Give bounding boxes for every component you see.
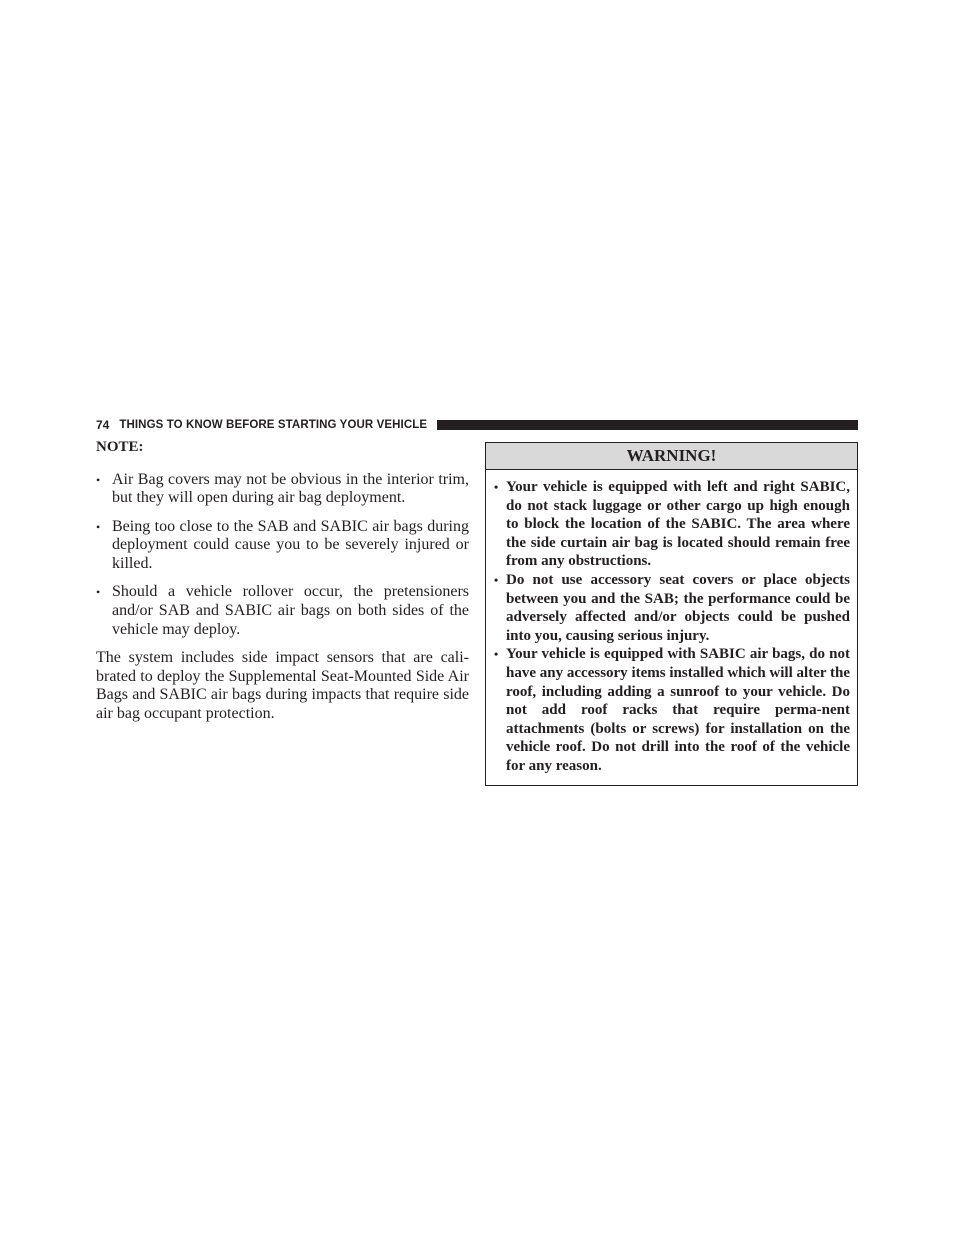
note-label: NOTE: bbox=[96, 439, 144, 455]
warning-item bbox=[494, 571, 850, 645]
warning-title: WARNING! bbox=[486, 443, 857, 470]
note-bullet-text: Being too close to the SAB and SABIC air bags during deployment could cause you to be severely injured or killed. bbox=[112, 517, 469, 573]
bullet-icon: • bbox=[96, 585, 101, 600]
warning-list bbox=[486, 470, 857, 776]
warning-item-text: Your vehicle is equipped with left and right SABIC, do not stack luggage or other cargo up high enough to block the location of the SABIC. The area where the side curtain air bag is located should remain free from any obstructions. bbox=[506, 479, 850, 570]
body-paragraph: The system includes side impact sensors that are cali-brated to deploy the Supplemental Seat-Mounted Side Air Bags and SABIC air bags during impacts that require side air bag occupant protection. bbox=[96, 648, 469, 722]
note-bullet-text: Air Bag covers may not be obvious in the interior trim, but they will open during air bag deployment. bbox=[112, 470, 469, 507]
bullet-icon: • bbox=[96, 472, 101, 487]
header-rule bbox=[437, 420, 858, 430]
warning-item bbox=[494, 478, 850, 571]
note-bullet-list bbox=[96, 471, 469, 640]
bullet-icon: • bbox=[494, 572, 499, 587]
note-bullet-item bbox=[96, 518, 469, 574]
page-number: 74 bbox=[96, 418, 110, 432]
warning-box bbox=[485, 442, 858, 786]
warning-item-text: Do not use accessory seat covers or place objects between you and the SAB; the performance could be adversely affected and/or objects could be pushed into you, causing serious injury. bbox=[506, 571, 850, 644]
note-bullet-item bbox=[96, 471, 469, 508]
warning-item bbox=[494, 645, 850, 775]
left-column bbox=[96, 438, 469, 724]
bullet-icon: • bbox=[494, 647, 499, 662]
page-header bbox=[96, 417, 858, 433]
section-title: THINGS TO KNOW BEFORE STARTING YOUR VEHICLE bbox=[119, 419, 428, 431]
warning-item-text: Your vehicle is equipped with SABIC air bags, do not have any accessory items installed which will alter the roof, including adding a sunroof to your vehicle. Do not add roof racks that require perma-nent attachments (bolts or screws) for installation on the vehicle roof. Do not drill into the roof of the vehicle for any reason. bbox=[506, 646, 850, 774]
bullet-icon: • bbox=[96, 519, 101, 534]
note-bullet-item bbox=[96, 583, 469, 639]
bullet-icon: • bbox=[494, 480, 499, 494]
note-bullet-text: Should a vehicle rollover occur, the pretensioners and/or SAB and SABIC air bags on both sides of the vehicle may deploy. bbox=[112, 583, 469, 638]
